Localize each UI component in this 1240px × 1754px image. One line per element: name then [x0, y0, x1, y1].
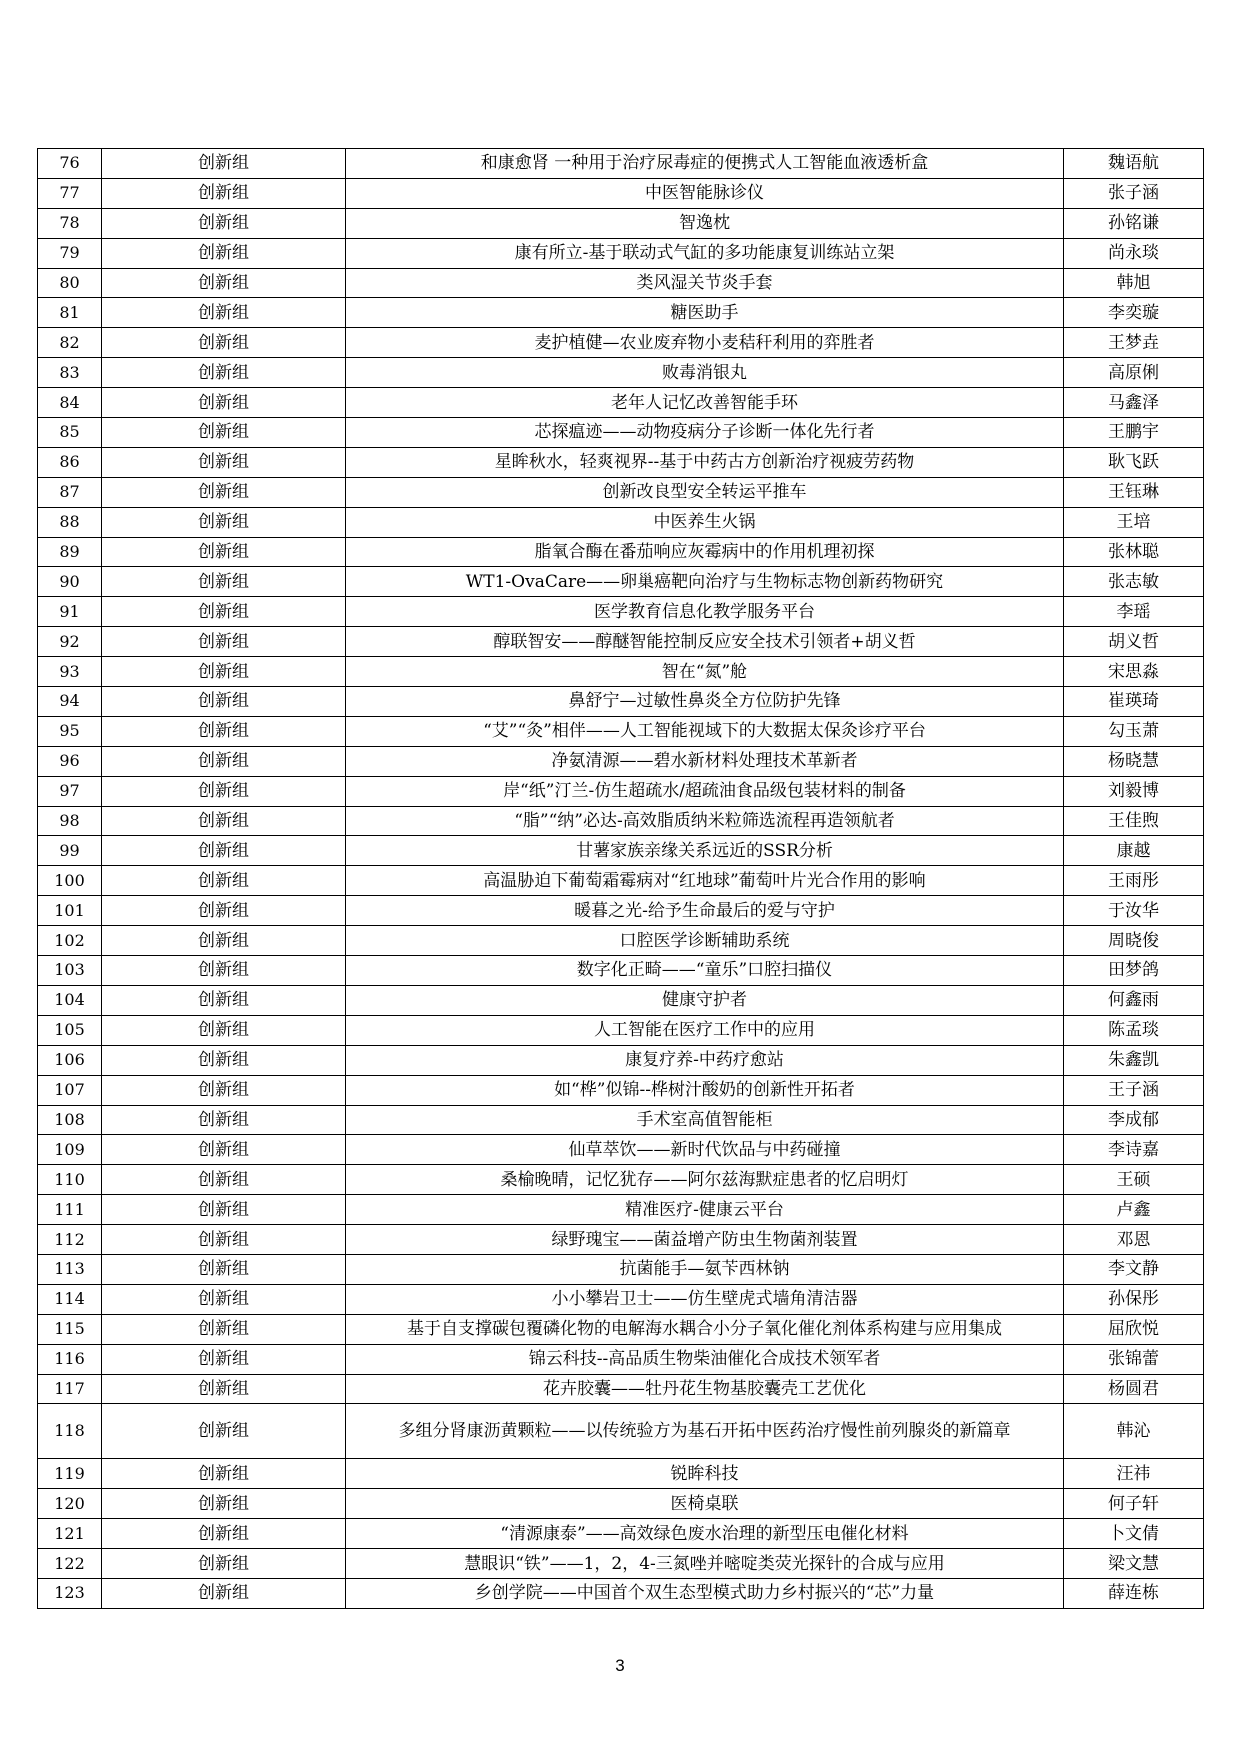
participant-name-cell: 李文静 [1064, 1254, 1204, 1284]
row-number-cell: 95 [38, 716, 102, 746]
row-number-cell: 80 [38, 268, 102, 298]
project-title-cell: “艾”“灸”相伴——人工智能视域下的大数据太保灸诊疗平台 [346, 716, 1064, 746]
project-title-cell: 甘薯家族亲缘关系远近的SSR分析 [346, 836, 1064, 866]
participant-name-cell: 邓恩 [1064, 1225, 1204, 1255]
project-title-cell: 鼻舒宁—过敏性鼻炎全方位防护先锋 [346, 687, 1064, 717]
project-title-cell: 人工智能在医疗工作中的应用 [346, 1015, 1064, 1045]
group-cell: 创新组 [102, 1135, 346, 1165]
participant-name-cell: 刘毅博 [1064, 776, 1204, 806]
row-number-cell: 91 [38, 597, 102, 627]
table-row [38, 1314, 1204, 1344]
participant-name-cell: 李诗嘉 [1064, 1135, 1204, 1165]
table-row [38, 328, 1204, 358]
group-cell: 创新组 [102, 1195, 346, 1225]
row-number-cell: 101 [38, 896, 102, 926]
table-row [38, 1225, 1204, 1255]
participant-name-cell: 何子轩 [1064, 1489, 1204, 1519]
group-cell: 创新组 [102, 985, 346, 1015]
table-row [38, 657, 1204, 687]
group-cell: 创新组 [102, 1519, 346, 1549]
project-title-cell: 桑榆晚晴，记忆犹存——阿尔兹海默症患者的忆启明灯 [346, 1165, 1064, 1195]
table-row [38, 1578, 1204, 1608]
project-title-cell: 暖暮之光-给予生命最后的爱与守护 [346, 896, 1064, 926]
row-number-cell: 85 [38, 418, 102, 448]
project-title-cell: 小小攀岩卫士——仿生壁虎式墙角清洁器 [346, 1284, 1064, 1314]
group-cell: 创新组 [102, 1045, 346, 1075]
row-number-cell: 86 [38, 447, 102, 477]
project-title-cell: 智逸枕 [346, 208, 1064, 238]
table-row [38, 985, 1204, 1015]
project-title-cell: 医椅桌联 [346, 1489, 1064, 1519]
table-row [38, 1459, 1204, 1489]
group-cell: 创新组 [102, 328, 346, 358]
row-number-cell: 89 [38, 537, 102, 567]
table-row [38, 1015, 1204, 1045]
group-cell: 创新组 [102, 149, 346, 179]
row-number-cell: 110 [38, 1165, 102, 1195]
table-row [38, 716, 1204, 746]
participant-name-cell: 于汝华 [1064, 896, 1204, 926]
row-number-cell: 90 [38, 567, 102, 597]
row-number-cell: 97 [38, 776, 102, 806]
participant-name-cell: 耿飞跃 [1064, 447, 1204, 477]
participant-name-cell: 朱鑫凯 [1064, 1045, 1204, 1075]
row-number-cell: 122 [38, 1549, 102, 1579]
group-cell: 创新组 [102, 1404, 346, 1459]
group-cell: 创新组 [102, 507, 346, 537]
table-row [38, 507, 1204, 537]
group-cell: 创新组 [102, 567, 346, 597]
table-row [38, 208, 1204, 238]
table-row [38, 447, 1204, 477]
participant-name-cell: 魏语航 [1064, 149, 1204, 179]
table-row [38, 1284, 1204, 1314]
participant-name-cell: 孙保彤 [1064, 1284, 1204, 1314]
project-title-cell: 如“桦”似锦--桦树汁酸奶的创新性开拓者 [346, 1075, 1064, 1105]
participant-name-cell: 王鹏宇 [1064, 418, 1204, 448]
group-cell: 创新组 [102, 627, 346, 657]
row-number-cell: 121 [38, 1519, 102, 1549]
group-cell: 创新组 [102, 1578, 346, 1608]
row-number-cell: 96 [38, 746, 102, 776]
project-title-cell: 老年人记忆改善智能手环 [346, 388, 1064, 418]
project-title-cell: 脂氧合酶在番茄响应灰霉病中的作用机理初探 [346, 537, 1064, 567]
project-title-cell: “脂”“纳”必达-高效脂质纳米粒筛选流程再造领航者 [346, 806, 1064, 836]
participant-name-cell: 高原俐 [1064, 358, 1204, 388]
page-number: 3 [615, 1656, 625, 1675]
table-row [38, 627, 1204, 657]
project-title-cell: 糖医助手 [346, 298, 1064, 328]
participant-name-cell: 屈欣悦 [1064, 1314, 1204, 1344]
group-cell: 创新组 [102, 1314, 346, 1344]
participant-name-cell: 王子涵 [1064, 1075, 1204, 1105]
row-number-cell: 119 [38, 1459, 102, 1489]
project-title-cell: 仙草萃饮——新时代饮品与中药碰撞 [346, 1135, 1064, 1165]
row-number-cell: 111 [38, 1195, 102, 1225]
row-number-cell: 106 [38, 1045, 102, 1075]
group-cell: 创新组 [102, 1459, 346, 1489]
table-row [38, 1374, 1204, 1404]
row-number-cell: 116 [38, 1344, 102, 1374]
row-number-cell: 88 [38, 507, 102, 537]
project-title-cell: 康有所立-基于联动式气缸的多功能康复训练站立架 [346, 238, 1064, 268]
group-cell: 创新组 [102, 926, 346, 956]
project-title-cell: 手术室高值智能柜 [346, 1105, 1064, 1135]
project-title-cell: 医学教育信息化教学服务平台 [346, 597, 1064, 627]
table-row [38, 806, 1204, 836]
participant-name-cell: 梁文慧 [1064, 1549, 1204, 1579]
group-cell: 创新组 [102, 746, 346, 776]
project-title-cell: 类风湿关节炎手套 [346, 268, 1064, 298]
project-title-cell: “清源康泰”——高效绿色废水治理的新型压电催化材料 [346, 1519, 1064, 1549]
row-number-cell: 84 [38, 388, 102, 418]
participant-name-cell: 薛连栋 [1064, 1578, 1204, 1608]
group-cell: 创新组 [102, 268, 346, 298]
project-title-cell: 芯探瘟迹——动物疫病分子诊断一体化先行者 [346, 418, 1064, 448]
project-title-cell: 慧眼识“铁”——1，2，4-三氮唑并嘧啶类荧光探针的合成与应用 [346, 1549, 1064, 1579]
project-title-cell: 口腔医学诊断辅助系统 [346, 926, 1064, 956]
row-number-cell: 98 [38, 806, 102, 836]
group-cell: 创新组 [102, 477, 346, 507]
group-cell: 创新组 [102, 716, 346, 746]
row-number-cell: 99 [38, 836, 102, 866]
participant-name-cell: 勾玉萧 [1064, 716, 1204, 746]
participant-name-cell: 王硕 [1064, 1165, 1204, 1195]
project-title-cell: 数字化正畸——“童乐”口腔扫描仪 [346, 956, 1064, 986]
group-cell: 创新组 [102, 298, 346, 328]
entries-table [37, 148, 1204, 1609]
participant-name-cell: 李成郁 [1064, 1105, 1204, 1135]
project-title-cell: 花卉胶囊——牡丹花生物基胶囊壳工艺优化 [346, 1374, 1064, 1404]
row-number-cell: 118 [38, 1404, 102, 1459]
group-cell: 创新组 [102, 806, 346, 836]
participant-name-cell: 卢鑫 [1064, 1195, 1204, 1225]
group-cell: 创新组 [102, 238, 346, 268]
group-cell: 创新组 [102, 1374, 346, 1404]
group-cell: 创新组 [102, 1344, 346, 1374]
table-row [38, 1195, 1204, 1225]
project-title-cell: 基于自支撑碳包覆磷化物的电解海水耦合小分子氧化催化剂体系构建与应用集成 [346, 1314, 1064, 1344]
project-title-cell: 净氨清源——碧水新材料处理技术革新者 [346, 746, 1064, 776]
group-cell: 创新组 [102, 1254, 346, 1284]
row-number-cell: 82 [38, 328, 102, 358]
project-title-cell: 星眸秋水，轻爽视界--基于中药古方创新治疗视疲劳药物 [346, 447, 1064, 477]
project-title-cell: 抗菌能手—氨苄西林钠 [346, 1254, 1064, 1284]
group-cell: 创新组 [102, 1165, 346, 1195]
group-cell: 创新组 [102, 836, 346, 866]
table-row [38, 836, 1204, 866]
table-row [38, 896, 1204, 926]
table-row [38, 298, 1204, 328]
row-number-cell: 109 [38, 1135, 102, 1165]
row-number-cell: 104 [38, 985, 102, 1015]
project-title-cell: 智在“氮”舱 [346, 657, 1064, 687]
row-number-cell: 105 [38, 1015, 102, 1045]
participant-name-cell: 王雨彤 [1064, 866, 1204, 896]
participant-name-cell: 胡义哲 [1064, 627, 1204, 657]
participant-name-cell: 田梦鸽 [1064, 956, 1204, 986]
group-cell: 创新组 [102, 418, 346, 448]
table-row [38, 687, 1204, 717]
group-cell: 创新组 [102, 1015, 346, 1045]
table-row [38, 1254, 1204, 1284]
row-number-cell: 79 [38, 238, 102, 268]
table-row [38, 866, 1204, 896]
table-row [38, 149, 1204, 179]
participant-name-cell: 周晓俊 [1064, 926, 1204, 956]
participant-name-cell: 王佳煦 [1064, 806, 1204, 836]
participant-name-cell: 李瑶 [1064, 597, 1204, 627]
project-title-cell: 中医养生火锅 [346, 507, 1064, 537]
row-number-cell: 117 [38, 1374, 102, 1404]
table-row [38, 776, 1204, 806]
group-cell: 创新组 [102, 358, 346, 388]
table-row [38, 1045, 1204, 1075]
table-row [38, 1519, 1204, 1549]
table-row [38, 178, 1204, 208]
group-cell: 创新组 [102, 896, 346, 926]
group-cell: 创新组 [102, 447, 346, 477]
row-number-cell: 102 [38, 926, 102, 956]
group-cell: 创新组 [102, 1489, 346, 1519]
project-title-cell: 中医智能脉诊仪 [346, 178, 1064, 208]
row-number-cell: 78 [38, 208, 102, 238]
project-title-cell: 麦护植健—农业废弃物小麦秸秆利用的弈胜者 [346, 328, 1064, 358]
row-number-cell: 100 [38, 866, 102, 896]
row-number-cell: 94 [38, 687, 102, 717]
participant-name-cell: 陈孟琰 [1064, 1015, 1204, 1045]
group-cell: 创新组 [102, 776, 346, 806]
table-row [38, 537, 1204, 567]
project-title-cell: 败毒消银丸 [346, 358, 1064, 388]
participant-name-cell: 王培 [1064, 507, 1204, 537]
row-number-cell: 112 [38, 1225, 102, 1255]
row-number-cell: 87 [38, 477, 102, 507]
row-number-cell: 83 [38, 358, 102, 388]
table-row [38, 597, 1204, 627]
table-row [38, 926, 1204, 956]
project-title-cell: 和康愈肾 一种用于治疗尿毒症的便携式人工智能血液透析盒 [346, 149, 1064, 179]
participant-name-cell: 张子涵 [1064, 178, 1204, 208]
participant-name-cell: 韩沁 [1064, 1404, 1204, 1459]
participant-name-cell: 王钰琳 [1064, 477, 1204, 507]
group-cell: 创新组 [102, 537, 346, 567]
group-cell: 创新组 [102, 1105, 346, 1135]
participant-name-cell: 宋思淼 [1064, 657, 1204, 687]
group-cell: 创新组 [102, 597, 346, 627]
table-row [38, 1075, 1204, 1105]
table-row [38, 268, 1204, 298]
table-row [38, 238, 1204, 268]
row-number-cell: 92 [38, 627, 102, 657]
group-cell: 创新组 [102, 687, 346, 717]
row-number-cell: 108 [38, 1105, 102, 1135]
participant-name-cell: 韩旭 [1064, 268, 1204, 298]
entries-table-container [37, 148, 1203, 1609]
project-title-cell: 创新改良型安全转运平推车 [346, 477, 1064, 507]
project-title-cell: 绿野瑰宝——菌益增产防虫生物菌剂装置 [346, 1225, 1064, 1255]
group-cell: 创新组 [102, 388, 346, 418]
participant-name-cell: 张锦蕾 [1064, 1344, 1204, 1374]
row-number-cell: 93 [38, 657, 102, 687]
participant-name-cell: 康越 [1064, 836, 1204, 866]
group-cell: 创新组 [102, 1225, 346, 1255]
row-number-cell: 77 [38, 178, 102, 208]
group-cell: 创新组 [102, 956, 346, 986]
table-row [38, 1135, 1204, 1165]
group-cell: 创新组 [102, 1549, 346, 1579]
group-cell: 创新组 [102, 208, 346, 238]
participant-name-cell: 汪祎 [1064, 1459, 1204, 1489]
project-title-cell: 岸“纸”汀兰-仿生超疏水/超疏油食品级包装材料的制备 [346, 776, 1064, 806]
project-title-cell: 多组分肾康沥黄颗粒——以传统验方为基石开拓中医药治疗慢性前列腺炎的新篇章 [346, 1404, 1064, 1459]
group-cell: 创新组 [102, 866, 346, 896]
row-number-cell: 81 [38, 298, 102, 328]
participant-name-cell: 孙铭谦 [1064, 208, 1204, 238]
project-title-cell: WT1-OvaCare——卵巢癌靶向治疗与生物标志物创新药物研究 [346, 567, 1064, 597]
participant-name-cell: 崔瑛琦 [1064, 687, 1204, 717]
project-title-cell: 锦云科技--高品质生物柴油催化合成技术领军者 [346, 1344, 1064, 1374]
row-number-cell: 115 [38, 1314, 102, 1344]
project-title-cell: 康复疗养-中药疗愈站 [346, 1045, 1064, 1075]
participant-name-cell: 尚永琰 [1064, 238, 1204, 268]
project-title-cell: 乡创学院——中国首个双生态型模式助力乡村振兴的“芯”力量 [346, 1578, 1064, 1608]
group-cell: 创新组 [102, 1075, 346, 1105]
table-row [38, 1489, 1204, 1519]
project-title-cell: 精准医疗-健康云平台 [346, 1195, 1064, 1225]
participant-name-cell: 张志敏 [1064, 567, 1204, 597]
participant-name-cell: 王梦垚 [1064, 328, 1204, 358]
row-number-cell: 120 [38, 1489, 102, 1519]
table-row [38, 358, 1204, 388]
group-cell: 创新组 [102, 1284, 346, 1314]
table-row [38, 1404, 1204, 1459]
table-row [38, 956, 1204, 986]
table-row [38, 746, 1204, 776]
project-title-cell: 高温胁迫下葡萄霜霉病对“红地球”葡萄叶片光合作用的影响 [346, 866, 1064, 896]
row-number-cell: 76 [38, 149, 102, 179]
table-row [38, 418, 1204, 448]
project-title-cell: 醇联智安——醇醚智能控制反应安全技术引领者+胡义哲 [346, 627, 1064, 657]
table-row [38, 1165, 1204, 1195]
table-row [38, 567, 1204, 597]
participant-name-cell: 何鑫雨 [1064, 985, 1204, 1015]
project-title-cell: 锐眸科技 [346, 1459, 1064, 1489]
participant-name-cell: 卜文倩 [1064, 1519, 1204, 1549]
table-row [38, 388, 1204, 418]
table-row [38, 1549, 1204, 1579]
row-number-cell: 103 [38, 956, 102, 986]
participant-name-cell: 杨晓慧 [1064, 746, 1204, 776]
table-row [38, 1344, 1204, 1374]
table-body [38, 149, 1204, 1609]
table-row [38, 477, 1204, 507]
project-title-cell: 健康守护者 [346, 985, 1064, 1015]
participant-name-cell: 马鑫泽 [1064, 388, 1204, 418]
participant-name-cell: 张林聪 [1064, 537, 1204, 567]
participant-name-cell: 李奕璇 [1064, 298, 1204, 328]
row-number-cell: 107 [38, 1075, 102, 1105]
participant-name-cell: 杨圆君 [1064, 1374, 1204, 1404]
row-number-cell: 113 [38, 1254, 102, 1284]
group-cell: 创新组 [102, 657, 346, 687]
row-number-cell: 123 [38, 1578, 102, 1608]
row-number-cell: 114 [38, 1284, 102, 1314]
table-row [38, 1105, 1204, 1135]
group-cell: 创新组 [102, 178, 346, 208]
